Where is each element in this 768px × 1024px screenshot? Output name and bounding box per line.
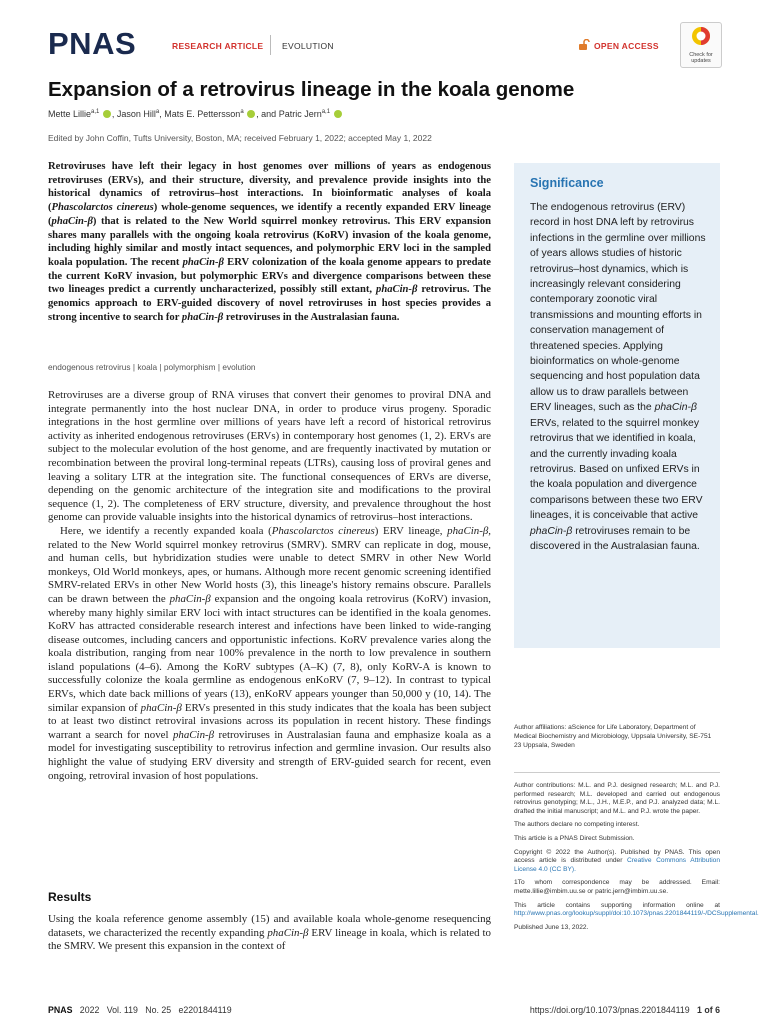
side-divider: [514, 772, 720, 773]
author-affiliation-marker: a: [240, 109, 244, 115]
significance-heading: Significance: [530, 176, 604, 190]
editorial-history: Edited by John Coffin, Tufts University, Boston, MA; received February 1, 2022; accepted May 1, 2022: [48, 133, 432, 143]
check-updates-label: Check for updates: [689, 52, 713, 64]
supporting-text: This article contains supporting information online at: [514, 901, 720, 909]
check-for-updates-button[interactable]: [680, 22, 722, 68]
correspondence-note: 1To whom correspondence may be addressed. Email: mette.lillie@imbim.uu.se or patric.jern@imbim.uu.se.: [514, 879, 720, 895]
copyright-note: [514, 849, 720, 875]
submission-note: This article is a PNAS Direct Submission.: [514, 834, 635, 842]
author-affiliation-marker: a: [155, 109, 160, 115]
doi-link[interactable]: https://doi.org/10.1073/pnas.2201844119: [529, 1005, 690, 1015]
footer-number: No. 25: [145, 1005, 172, 1015]
results-heading: Results: [48, 890, 92, 904]
footer-year: 2022: [79, 1005, 100, 1015]
footer-doi-block: [530, 1005, 720, 1015]
footer-citation: [48, 1005, 232, 1015]
author-affiliation-marker: a,1: [91, 109, 100, 115]
page-number: 1 of 6: [697, 1005, 720, 1015]
article-type: RESEARCH ARTICLE: [172, 41, 264, 51]
journal-logo[interactable]: PNAS: [48, 26, 137, 61]
license-link[interactable]: Creative Commons Attribution License 4.0 (CC BY).: [514, 857, 720, 873]
footer-volume: Vol. 119: [106, 1005, 138, 1015]
author-affiliations: Author affiliations: aScience for Life Laboratory, Department of Medical Biochemistry and Microbiology, Uppsala University, SE-751 23 Uppsala, Sweden: [514, 724, 712, 749]
author-name[interactable]: Patric Jern: [278, 109, 322, 119]
author-list: Mette Lillie$^{a,1}$ , Jason Hill$^a$, Mats E. Pettersson$^a$ , and Patric Jern$^{a,1}$: [48, 109, 343, 119]
orcid-icon[interactable]: [247, 110, 255, 118]
author-name[interactable]: Jason Hill: [116, 109, 156, 119]
article-title: Expansion of a retrovirus lineage in the koala genome: [48, 78, 575, 101]
author-affiliation-marker: a,1: [321, 109, 331, 115]
competing-interest: The authors declare no competing interest.: [514, 821, 640, 829]
author-name[interactable]: Mats E. Pettersson: [164, 109, 241, 119]
article-notes: [514, 782, 759, 937]
author-name[interactable]: Mette Lillie: [48, 109, 92, 119]
subject-label: EVOLUTION: [282, 41, 334, 51]
introduction-text: Retroviruses are a diverse group of RNA viruses that convert their genomes to proviral DNA and integrate permanently into the host nuclear DNA, in order to produce virus progeny. Sporadic integrations in the host germline over millions of years have left a record of historical retrovirus activity as inherited endogenous retroviruses (ERVs) in contemporary host genomes (1, 2). ERVs are subject to the molecular evolution of the host genome, and are frequently inactivated by mutation or recombination between the proviral long-terminal repeats (LTRs), causing loss of proviral genes and leaving a solitary LTR at the integration site. The functional consequences of ERVs are diverse, depending on the genomic architecture of the integration site and modifications to the proviral sequence (1, 2). The completeness of ERV structure, diversity, and prevalence throughout the host genome can provide valuable insights into the historical dynamics of retrovirus–host interactions. Here, we identify a recently expanded koala (Phascolarctos cinereus) ERV lineage, phaCin-β, related to the New World squirrel monkey retrovirus (SMRV). SMRV can replicate in dog, mouse, and human cells, but hybridization studies were unable to detect SMRV in other New World monkeys, Old World monkeys, apes, or humans. Although more recent genomic screening identified SMRV-related ERVs in other New World hosts (3), this lineage's history remains obscure. Parallels can be drawn between the phaCin-β expansion and the ongoing koala retrovirus (KoRV) invasion, whereby many highly similar ERV loci with intact structures can be identified in the koala genomes. KoRV has attracted considerable research interest and infections have been linked to wide-ranging disease outcomes, including cancers and opportunistic infections. KoRV prevalence varies along the koala distribution, ranging from near 100% prevalence in the north to low prevalence in southern island populations (4–6). Among the KoRV subtypes (A–K) (7, 8), only KoRV-A is known to successfully colonize the koala germline as endogenous enKoRV (7, 9–12). In contrast to typical ERVs, which date back millions of years (13), enKoRV appears younger than 50,000 y (10, 14). The similar expansion of phaCin-β ERVs presented in this study indicates that the koala has been subject to at least two distinct retroviral invasions across its population in recent history. These findings warrant a search for novel phaCin-β retroviruses in Australasian fauna and emphasize koala as a model for investigating susceptibility to retrovirus infection and germline invasion. Our results also highlight the value of studying ERV diversity and strength of ERV-guided search for recent, even ongoing, retroviral invasion of host populations.: [48, 389, 491, 782]
author-contributions: Author contributions: M.L. and P.J. designed research; M.L. and P.J. performed research; M.L. developed and carried out endogenous retrovirus genotyping; M.L., J.H., M.E.P., and P.J. analyzed data; M.L. drafted the initial manuscript; and M.L. and P.J. wrote the paper.: [514, 782, 720, 815]
open-access-label: OPEN ACCESS: [594, 41, 659, 51]
open-lock-icon: [578, 39, 590, 50]
copyright-text: Copyright © 2022 the Author(s). Published by PNAS. This open access article is distributed under: [514, 848, 720, 865]
orcid-icon[interactable]: [334, 110, 342, 118]
footer-journal: PNAS: [48, 1005, 73, 1015]
abstract: Retroviruses have left their legacy in host genomes over millions of years as endogenous retroviruses (ERVs), and their structure, diversity, and prevalence provide insights into the historical dynamics of retrovirus–host interactions. In bioinformatic analyses of koala (Phascolarctos cinereus) whole-genome sequences, we identify a recently expanded ERV lineage (phaCin-β) that is related to the New World squirrel monkey retrovirus. This ERV expansion shares many parallels with the ongoing koala retrovirus (KoRV) invasion of the koala genome, including highly similar and mostly intact sequences, and polymorphic ERV loci in the sampled koala population. The recent phaCin-β ERV colonization of the koala genome appears to predate the current KoRV invasion, but polymorphic ERVs and divergence comparisons between these two lineages predict a currently uncharacterized, possibly still extant, phaCin-β retrovirus. The genomics approach to ERV-guided discovery of novel retroviruses in host species provides a strong incentive to search for phaCin-β retroviruses in the Australasian fauna.: [48, 161, 492, 323]
supplemental-link[interactable]: http://www.pnas.org/lookup/suppl/doi:10.1073/pnas.2201844119/-/DCSupplemental.: [514, 910, 759, 918]
keywords: endogenous retrovirus | koala | polymorphism | evolution: [48, 362, 256, 372]
results-text: Using the koala reference genome assembly (15) and available koala whole-genome resequencing datasets, we characterized the recently expanding phaCin-β ERV lineage in koala, which is related to the SMRV. We present this expansion in the context of: [48, 913, 491, 953]
orcid-icon[interactable]: [103, 110, 111, 118]
check-updates-icon: [691, 26, 711, 46]
supporting-info-note: [514, 901, 759, 919]
published-date: Published June 13, 2022.: [514, 923, 589, 931]
header-divider: [270, 35, 271, 55]
footer-article-id: e2201844119: [178, 1005, 232, 1015]
significance-text: The endogenous retrovirus (ERV) record in host DNA left by retrovirus infections in the germline over millions of years allows studies of historic retrovirus–host dynamics, which is increasingly relevant considering contemporary zoonotic viral transmissions and mounting efforts in conservation management of threatened species. Applying bioinformatics on whole-genome sequencing and host population data allow us to draw parallels between ERV lineages, such as the phaCin-β ERVs, related to the squirrel monkey retrovirus that we identified in koala, and the currently invading koala retrovirus. Based on unfixed ERVs in the koala population and divergence comparisons between these two ERV lineages, it is conceivable that active phaCin-β retroviruses remain to be discovered in the Australasian fauna.: [530, 202, 706, 552]
